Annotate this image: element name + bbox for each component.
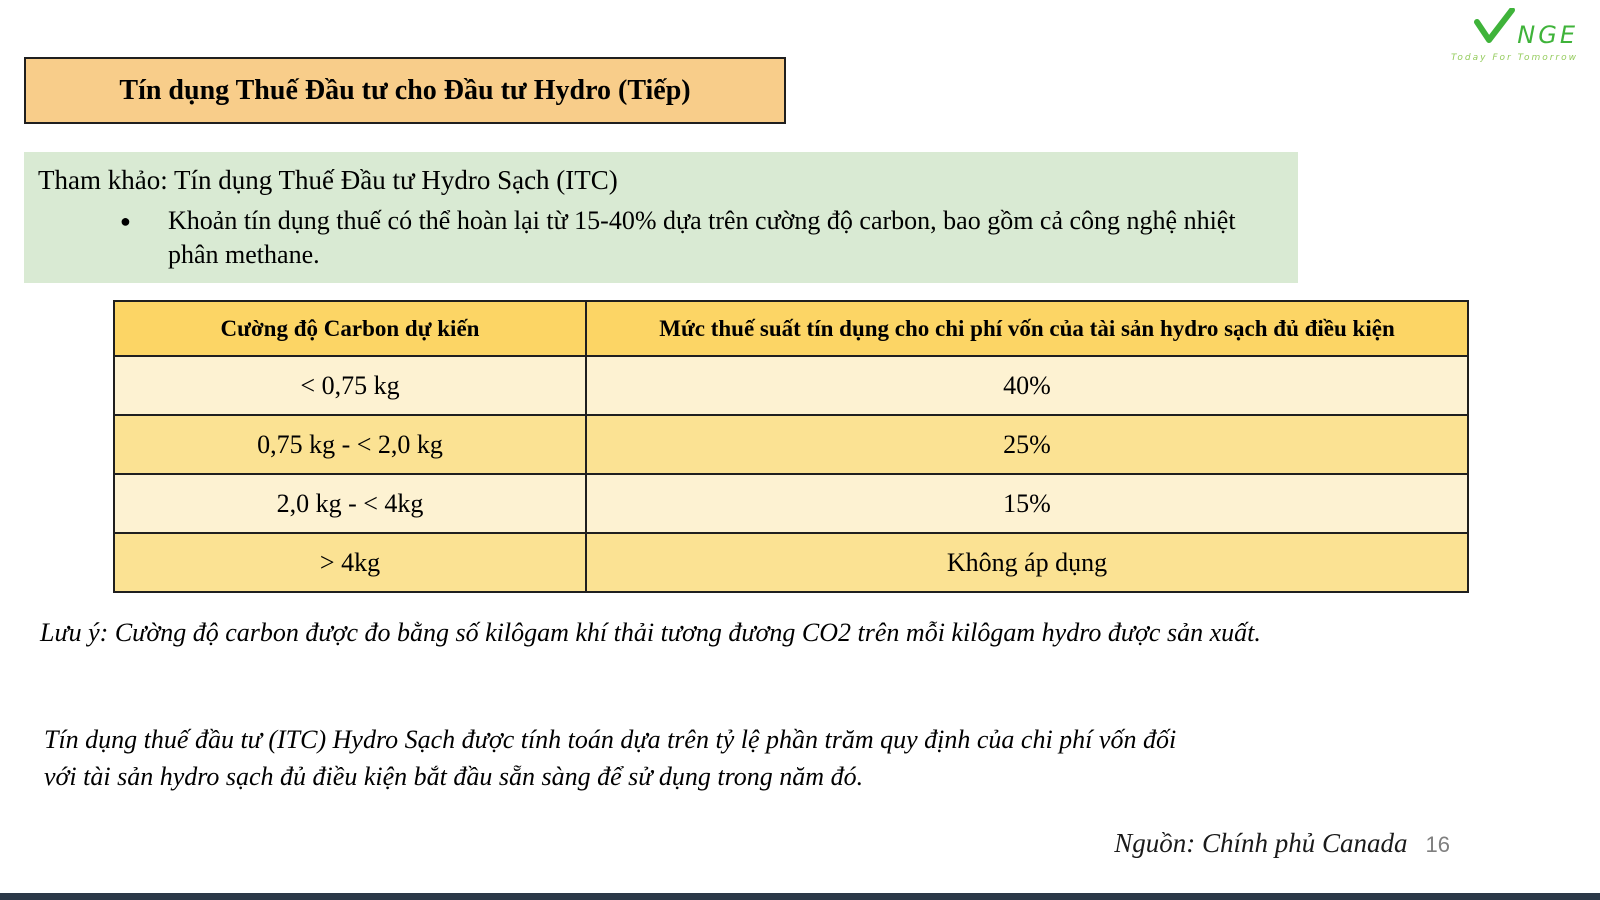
reference-box [24,152,1298,283]
reference-bullet-item [38,204,1284,272]
vnge-logo [1438,8,1578,63]
carbon-intensity-note: Lưu ý: Cường độ carbon được đo bằng số kilôgam khí thải tương đương CO2 trên mỗi kilôgam hydro được sản xuất. [40,618,1261,647]
page-number: 16 [1425,832,1450,857]
slide-title-box [24,57,786,124]
table-row [114,474,1468,533]
footer [1114,828,1450,859]
reference-heading: Tham khảo: Tín dụng Thuế Đầu tư Hydro Sạch (ITC) [38,165,618,195]
table-row [114,356,1468,415]
source-citation: Nguồn: Chính phủ Canada [1114,828,1408,858]
cell-rate: Không áp dụng [586,533,1468,592]
cell-intensity: 0,75 kg - < 2,0 kg [114,415,586,474]
bottom-accent-bar [0,893,1600,900]
table-header-row [114,301,1468,356]
cell-rate: 40% [586,356,1468,415]
cell-intensity: > 4kg [114,533,586,592]
itc-description-paragraph: Tín dụng thuế đầu tư (ITC) Hydro Sạch được tính toán dựa trên tỷ lệ phần trăm quy định của chi phí vốn đối với tài sản hydro sạch đủ điều kiện bắt đầu sẵn sàng để sử dụng trong năm đó. [44,725,1177,791]
bullet-icon: ● [120,210,131,231]
cell-rate: 25% [586,415,1468,474]
header-credit-rate: Mức thuế suất tín dụng cho chi phí vốn của tài sản hydro sạch đủ điều kiện [586,301,1468,356]
reference-bullet-text: Khoản tín dụng thuế có thể hoàn lại từ 15-40% dựa trên cường độ carbon, bao gồm cả công nghệ nhiệt phân methane. [168,205,1236,269]
slide-title: Tín dụng Thuế Đầu tư cho Đầu tư Hydro (Tiếp) [119,74,691,106]
cell-rate: 15% [586,474,1468,533]
cell-intensity: 2,0 kg - < 4kg [114,474,586,533]
table-row [114,533,1468,592]
logo-brand-text: NGE [1517,21,1578,49]
checkmark-v-icon [1474,8,1516,49]
logo-tagline: Today For Tomorrow [1451,53,1578,63]
table-row [114,415,1468,474]
cell-intensity: < 0,75 kg [114,356,586,415]
header-carbon-intensity: Cường độ Carbon dự kiến [114,301,586,356]
tax-credit-table [113,300,1469,593]
